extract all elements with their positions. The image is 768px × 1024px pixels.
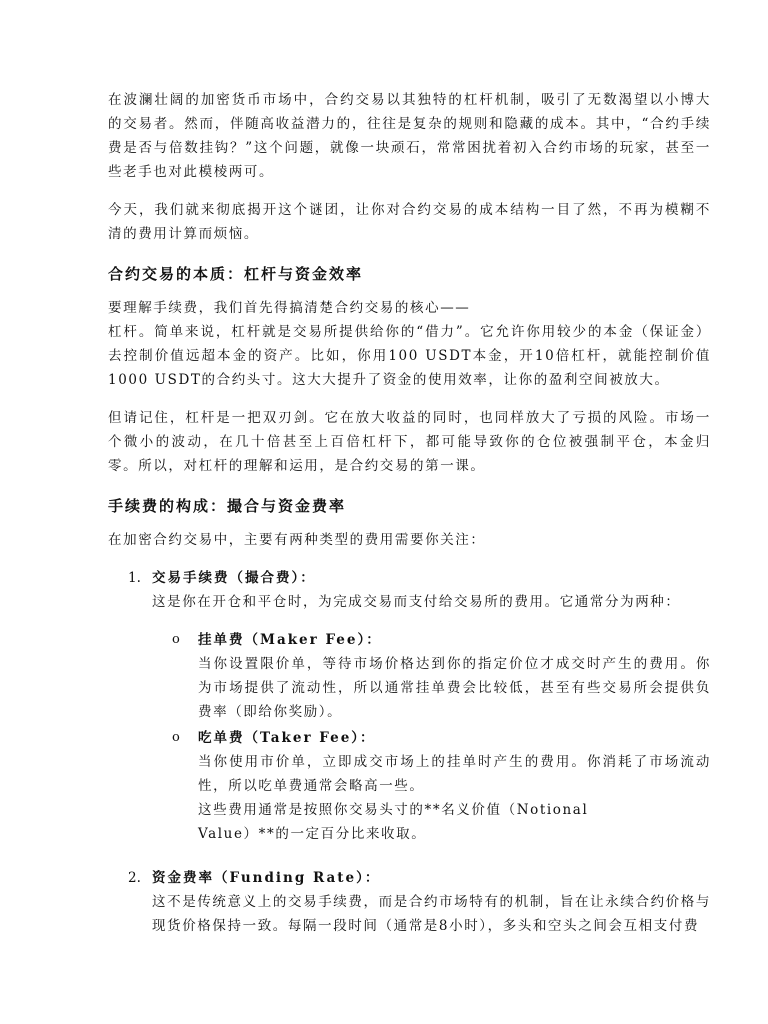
bullet-icon: o	[172, 730, 180, 745]
list-number: 2.	[128, 870, 141, 886]
fee-list-item-1	[128, 566, 711, 846]
sub-item-taker-fee	[172, 726, 711, 846]
fee-list-item-title: 交易手续费（撮合费）：	[152, 570, 316, 586]
sub-item-desc: 当你使用市价单，立即成交市场上的挂单时产生的费用。你消耗了市场流动性，所以吃单费通常会略高一些。	[198, 754, 711, 794]
intro-paragraph-1: 在波澜壮阔的加密货币市场中，合约交易以其独特的杠杆机制，吸引了无数渴望以小博大的交易者。然而，伴随高收益潜力的，往往是复杂的规则和隐藏的成本。其中，“合约手续费是否与倍数挂钩？”这个问题，就像一块顽石，常常困扰着初入合约市场的玩家，甚至一些老手也对此模棱两可。	[108, 92, 711, 180]
fee-list-item-desc: 这不是传统意义上的交易手续费，而是合约市场特有的机制，旨在让永续合约价格与现货价格保持一致。每隔一段时间（通常是8小时），多头和空头之间会互相支付费	[152, 894, 711, 934]
document-page	[108, 88, 711, 938]
fee-list-item-title: 资金费率（Funding Rate）：	[152, 870, 381, 886]
sub-item-title: 挂单费（Maker Fee）：	[198, 632, 382, 648]
section-heading-leverage: 合约交易的本质：杠杆与资金效率	[108, 265, 364, 283]
leverage-paragraph-1-line1: 要理解手续费，我们首先得搞清楚合约交易的核心——	[108, 300, 471, 316]
fee-list-item-desc: 这是你在开仓和平仓时，为完成交易而支付给交易所的费用。它通常分为两种：	[152, 594, 681, 610]
intro-paragraph-2: 今天，我们就来彻底揭开这个谜团，让你对合约交易的成本结构一目了然，不再为模糊不清的费用计算而烦恼。	[108, 202, 711, 242]
section-heading-fees: 手续费的构成：撮合与资金费率	[108, 497, 347, 515]
list-number: 1.	[128, 570, 141, 586]
leverage-paragraph-1	[108, 296, 711, 392]
sub-item-title: 吃单费（Taker Fee）：	[198, 730, 376, 746]
sub-item-desc: 当你设置限价单，等待市场价格达到你的指定价位才成交时产生的费用。你为市场提供了流动性，所以通常挂单费会比较低，甚至有些交易所会提供负费率（即给你奖励）。	[198, 656, 711, 720]
sub-item-note-line2: Value）**的一定百分比来收取。	[198, 826, 427, 842]
fee-sub-list	[172, 628, 711, 846]
sub-item-maker-fee	[172, 628, 711, 724]
leverage-paragraph-1-rest: 杠杆。简单来说，杠杆就是交易所提供给你的“借力”。它允许你用较少的本金（保证金）去控制价值远超本金的资产。比如，你用100 USDT本金，开10倍杠杆，就能控制价值1000 USDT的合约头寸。这大大提升了资金的使用效率，让你的盈利空间被放大。	[108, 324, 711, 388]
bullet-icon: o	[172, 632, 180, 647]
fee-list-item-2	[128, 866, 711, 938]
fees-intro-paragraph: 在加密合约交易中，主要有两种类型的费用需要你关注：	[108, 532, 486, 548]
sub-item-note-line1: 这些费用通常是按照你交易头寸的**名义价值（Notional	[198, 802, 589, 818]
sub-item-note	[198, 798, 711, 846]
leverage-paragraph-2: 但请记住，杠杆是一把双刃剑。它在放大收益的同时，也同样放大了亏损的风险。市场一个微小的波动，在几十倍甚至上百倍杠杆下，都可能导致你的仓位被强制平仓，本金归零。所以，对杠杆的理解和运用，是合约交易的第一课。	[108, 410, 711, 474]
